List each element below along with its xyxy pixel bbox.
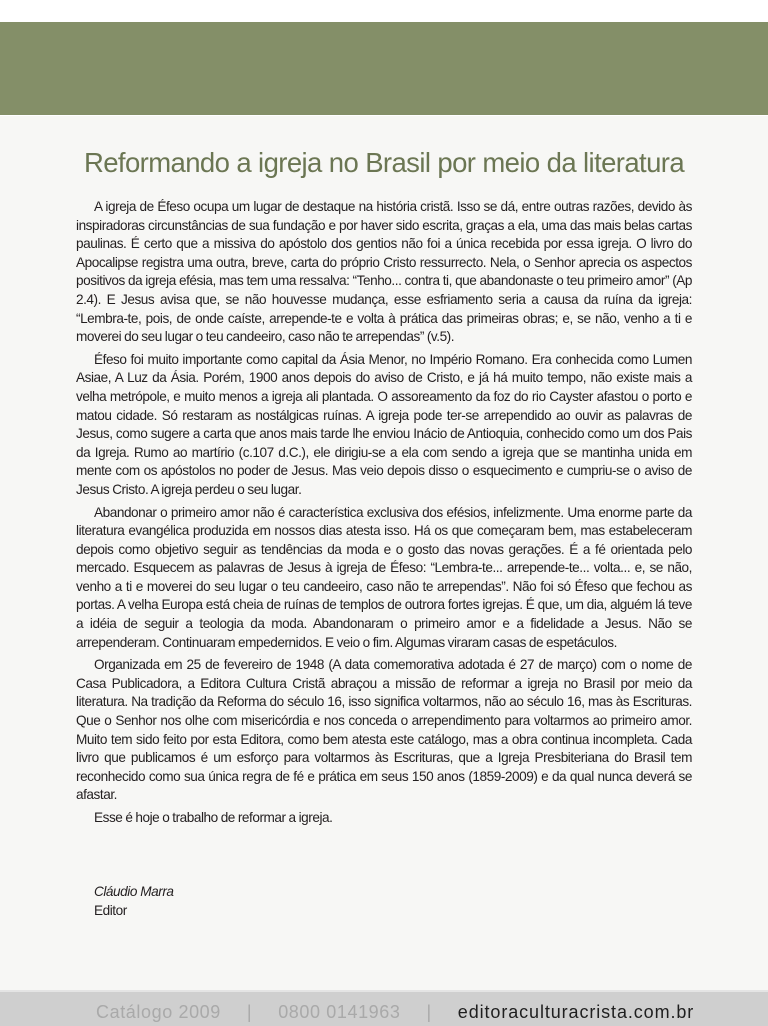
signature-role: Editor: [94, 903, 127, 918]
header-band: [0, 0, 768, 116]
paragraph-2: Éfeso foi muito importante como capital da Ásia Menor, no Império Romano. Era conhecida como Lumen Asiae, A Luz da Ásia. Porém, 1900 anos depois do aviso de Cristo, e já há muito tempo, não existe mais a velha metrópole, e muito menos a igreja ali plantada. O assoreamento da foz do rio Cayster afastou o porto e matou cidade. Só restaram as nostálgicas ruínas. A igreja pode ter-se arrependido ao ouvir as palavras de Jesus, como sugere a carta que anos mais tarde lhe enviou Inácio de Antioquia, conhecido como um dos Pais da Igreja. Rumo ao martírio (c.107 d.C.), ele dirigiu-se a ela com sendo a igreja que se mantinha unida em mente com os apóstolos no poder de Jesus. Mas veio depois disso o esquecimento e cumpriu-se o aviso de Jesus Cristo. A igreja perdeu o seu lugar.: [76, 351, 692, 497]
footer-catalog: Catálogo 2009: [96, 1002, 221, 1022]
footer-separator-1: |: [246, 1002, 253, 1022]
article-body: [76, 198, 692, 832]
footer-phone: 0800 0141963: [278, 1002, 401, 1022]
header-color-bar: [0, 22, 768, 115]
paragraph-4: Organizada em 25 de fevereiro de 1948 (A data comemorativa adotada é 27 de março) com o nome de Casa Publicadora, a Editora Cultura Cristã abraçou a missão de reformar a igreja no Brasil por meio da literatura. Na tradição da Reforma do século 16, isso significa voltarmos, não ao século 16, mas às Escrituras. Que o Senhor nos olhe com misericórdia e nos conceda o arrependimento para voltarmos ao primeiro amor. Muito tem sido feito por esta Editora, como bem atesta este catálogo, mas a obra continua incompleta. Cada livro que publicamos é um esforço para voltarmos às Escrituras, que a Igreja Presbiteriana do Brasil tem reconhecido como sua única regra de fé e prática em seus 150 anos (1859-2009) e da qual nunca deverá se afastar.: [76, 657, 692, 803]
signature-name: Cláudio Marra: [94, 884, 174, 899]
footer-content: [96, 1002, 694, 1023]
page-title: Reformando a igreja no Brasil por meio da literatura: [83, 147, 685, 178]
paragraph-5: Esse é hoje o trabalho de reformar a igreja.: [94, 810, 333, 825]
paragraph-3: Abandonar o primeiro amor não é característica exclusiva dos efésios, infelizmente. Uma enorme parte da literatura evangélica produzida em nossos dias atesta isso. Há os que começaram bem, mas estabeleceram depois como objetivo seguir as tendências da moda e o gosto das novas gerações. É a fé orientada pelo mercado. Esquecem as palavras de Jesus à igreja de Éfeso: “Lembra-te... arrepende-te... volta... e, se não, venho a ti e moverei do seu lugar o teu candeeiro, caso não te arrependas”. Não foi só Éfeso que fechou as portas. A velha Europa está cheia de ruínas de templos de outrora fortes igrejas. É que, um dia, alguém lá teve a idéia de seguir a teologia da moda. Abandonaram o primeiro amor e a fidelidade a Jesus. Não se arrependeram. Continuaram empedernidos. E veio o fim. Algumas viraram casas de espetáculos.: [76, 504, 692, 650]
paragraph-1: A igreja de Éfeso ocupa um lugar de destaque na história cristã. Isso se dá, entre outras razões, devido às inspiradoras circunstâncias de sua fundação e por haver sido escrita, graças a ela, uma das mais belas cartas paulinas. É certo que a missiva do apóstolo dos gentios não foi a única recebida por essa igreja. O livro do Apocalipse registra uma outra, breve, carta do próprio Cristo ressurrecto. Nela, o Senhor aprecia os aspectos positivos da igreja efésia, mas tem uma ressalva: “Tenho... contra ti, que abandonaste o teu primeiro amor” (Ap 2.4). E Jesus avisa que, se não houvesse mudança, esse esfriamento seria a causa da ruína da igreja: “Lembra-te, pois, de onde caíste, arrepende-te e volta à prática das primeiras obras; e, se não, venho a ti e moverei do seu lugar o teu candeeiro, caso não te arrependas” (v.5).: [76, 199, 692, 345]
footer-separator-2: |: [426, 1002, 432, 1022]
footer-website-link[interactable]: editoraculturacrista.com.br: [457, 1002, 695, 1022]
footer-bar: [0, 990, 768, 1026]
signature-block: [94, 882, 174, 920]
